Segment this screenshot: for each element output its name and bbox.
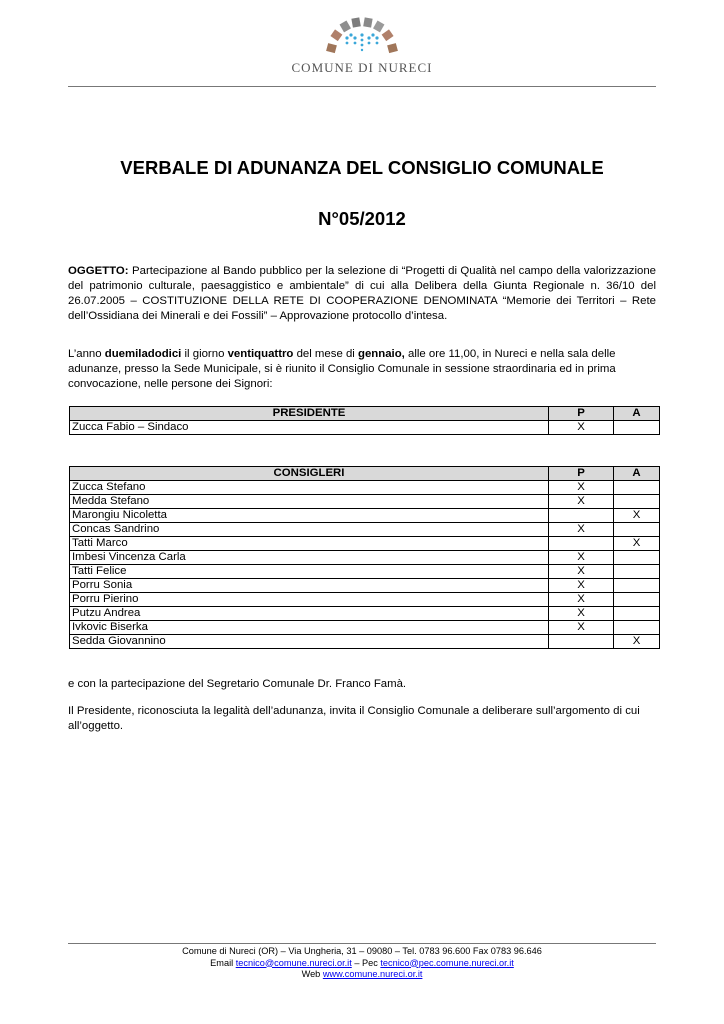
footer-divider (68, 943, 656, 944)
member-name: Imbesi Vincenza Carla (70, 551, 549, 565)
footer (0, 946, 724, 981)
absent-mark (614, 523, 660, 537)
member-name: Porru Sonia (70, 579, 549, 593)
absent-mark (614, 495, 660, 509)
anno-text-3: del mese di (293, 348, 358, 360)
present-mark (549, 509, 614, 523)
present-mark: X (549, 565, 614, 579)
member-name: Putzu Andrea (70, 607, 549, 621)
present-mark: X (549, 621, 614, 635)
pec-link[interactable]: tecnico@pec.comune.nureci.or.it (380, 957, 514, 968)
present-mark: X (549, 607, 614, 621)
oggetto-paragraph (68, 264, 656, 324)
table-header-row (70, 467, 660, 481)
table-row (70, 593, 660, 607)
header-present: P (549, 407, 614, 421)
document-number: N°05/2012 (318, 208, 406, 229)
arch-logo-icon (307, 14, 417, 60)
present-mark: X (549, 593, 614, 607)
header-role: CONSIGLERI (70, 467, 549, 481)
footer-web (0, 969, 724, 981)
header-present: P (549, 467, 614, 481)
email-label: Email (210, 957, 236, 968)
present-mark: X (549, 523, 614, 537)
present-mark (549, 635, 614, 649)
header-divider (68, 86, 656, 87)
present-mark: X (549, 551, 614, 565)
member-name: Medda Stefano (70, 495, 549, 509)
absent-mark (614, 565, 660, 579)
table-row (70, 523, 660, 537)
table-row (70, 621, 660, 635)
member-name: Porru Pierino (70, 593, 549, 607)
presidente-paragraph: Il Presidente, riconosciuta la legalità dell’adunanza, invita il Consiglio Comunale a deliberare sull’argomento di cui all’oggetto. (68, 705, 640, 732)
logo-text: COMUNE DI NURECI (291, 60, 433, 75)
absent-mark (614, 621, 660, 635)
table-header-row (70, 407, 660, 421)
present-mark (549, 537, 614, 551)
table-row (70, 565, 660, 579)
header-role: PRESIDENTE (70, 407, 549, 421)
table-row (70, 495, 660, 509)
table-row (70, 579, 660, 593)
present-mark: X (549, 579, 614, 593)
presidente-table (69, 406, 660, 435)
table-row (70, 635, 660, 649)
absent-mark: X (614, 509, 660, 523)
consiglieri-table (69, 466, 660, 649)
footer-address: Comune di Nureci (OR) – Via Ungheria, 31 – 09080 – Tel. 0783 96.600 Fax 0783 96.646 (182, 946, 542, 956)
absent-mark (614, 481, 660, 495)
member-name: Zucca Stefano (70, 481, 549, 495)
member-name: Concas Sandrino (70, 523, 549, 537)
web-label: Web (301, 969, 323, 979)
anno-text-1: L’anno (68, 348, 105, 360)
table-row (70, 421, 660, 435)
table-row (70, 481, 660, 495)
member-name: Tatti Felice (70, 565, 549, 579)
document-title: VERBALE DI ADUNANZA DEL CONSIGLIO COMUNALE (120, 157, 604, 178)
anno-day: ventiquattro (227, 348, 294, 360)
member-name: Marongiu Nicoletta (70, 509, 549, 523)
anno-month: gennaio, (358, 348, 405, 360)
header-absent: A (614, 467, 660, 481)
session-paragraph (68, 347, 656, 392)
member-name: Sedda Giovannino (70, 635, 549, 649)
table-row (70, 509, 660, 523)
email-link[interactable]: tecnico@comune.nureci.or.it (235, 957, 352, 968)
absent-mark (614, 593, 660, 607)
table-row (70, 551, 660, 565)
oggetto-text: Partecipazione al Bando pubblico per la selezione di “Progetti di Qualità nel campo della valorizzazione del patrimonio culturale, paesaggistico e ambientale” di cui alla Delibera della Giunta Regionale n. 36/10 del 26.07.2005 – COSTITUZIONE DELLA RETE DI COOPERAZIONE DENOMINATA “Memorie dei Territori – Rete dell’Ossidiana dei Minerali e dei Fossili” – Approvazione protocollo d’intesa. (68, 265, 656, 322)
web-link[interactable]: www.comune.nureci.or.it (322, 969, 423, 979)
absent-mark (614, 607, 660, 621)
table-row (70, 607, 660, 621)
absent-mark (614, 579, 660, 593)
present-mark: X (549, 421, 614, 435)
absent-mark: X (614, 537, 660, 551)
anno-year: duemiladodici (104, 348, 182, 360)
pec-label: – Pec (351, 957, 381, 968)
absent-mark: X (614, 635, 660, 649)
oggetto-label: OGGETTO: (68, 265, 129, 277)
absent-mark (614, 551, 660, 565)
anno-text-2: il giorno (181, 348, 228, 360)
anno-text-4: alle ore 11,00, in Nureci e nella sala delle adunanze, presso la Sede Municipale, si è riunito il Consiglio Comunale in sessione straordinaria ed in prima convocazione, nelle persone dei Signori: (68, 348, 616, 390)
municipality-logo (0, 14, 724, 76)
absent-mark (614, 421, 660, 435)
member-name: Ivkovic Biserka (70, 621, 549, 635)
segretario-paragraph: e con la partecipazione del Segretario Comunale Dr. Franco Famà. (68, 678, 407, 690)
member-name: Tatti Marco (70, 537, 549, 551)
member-name: Zucca Fabio – Sindaco (70, 421, 549, 435)
table-row (70, 537, 660, 551)
header-absent: A (614, 407, 660, 421)
present-mark: X (549, 495, 614, 509)
footer-contacts (0, 958, 724, 970)
present-mark: X (549, 481, 614, 495)
